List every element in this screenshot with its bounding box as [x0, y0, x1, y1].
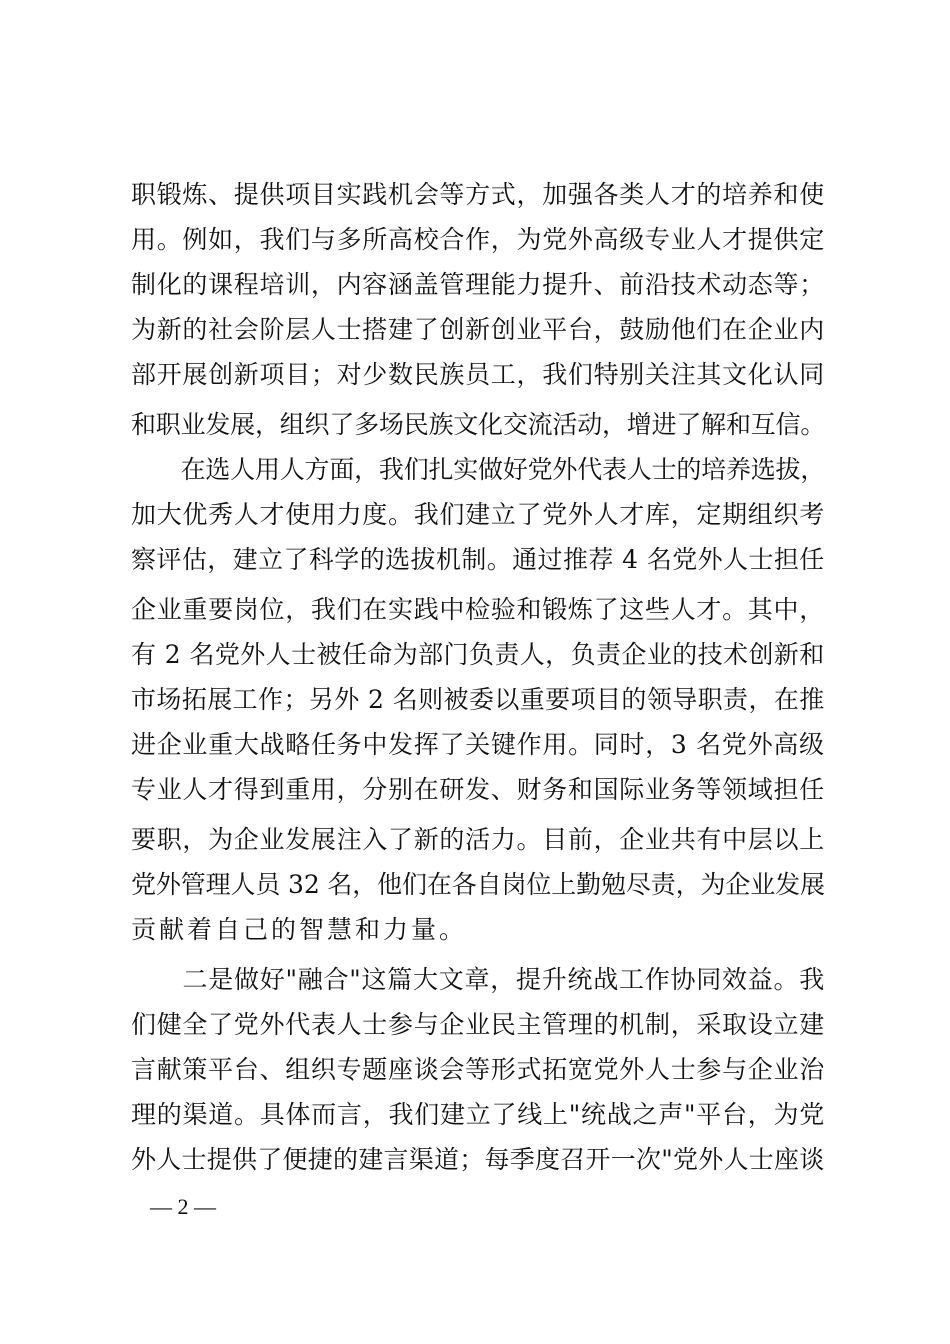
text-line: 们健全了党外代表人士参与企业民主管理的机制，采取设立建	[131, 1010, 825, 1039]
text-line: 用。例如，我们与多所高校合作，为党外高级专业人才提供定	[131, 225, 825, 254]
text-line: 二是做好"融合"这篇大文章，提升统战工作协同效益。我	[131, 965, 826, 994]
text-line: 贡献着自己的智慧和力量。	[131, 915, 468, 944]
text-line: 进企业重大战略任务中发挥了关键作用。同时，3 名党外高级	[131, 730, 825, 759]
text-line: 加大优秀人才使用力度。我们建立了党外人才库，定期组织考	[131, 500, 825, 529]
text-line: 为新的社会阶层人士搭建了创新创业平台，鼓励他们在企业内	[131, 315, 825, 344]
text-line: 企业重要岗位，我们在实践中检验和锻炼了这些人才。其中，	[131, 595, 825, 624]
text-line: 言献策平台、组织专题座谈会等形式拓宽党外人士参与企业治	[131, 1055, 825, 1084]
text-line: 察评估，建立了科学的选拔机制。通过推荐 4 名党外人士担任	[131, 545, 825, 574]
text-line: 部开展创新项目；对少数民族员工，我们特别关注其文化认同	[131, 360, 825, 389]
text-line: 在选人用人方面，我们扎实做好党外代表人士的培养选拔，	[131, 455, 826, 484]
text-line: 党外管理人员 32 名，他们在各自岗位上勤勉尽责，为企业发展	[131, 870, 825, 899]
text-line: 要职，为企业发展注入了新的活力。目前，企业共有中层以上	[131, 825, 825, 854]
text-line: 外人士提供了便捷的建言渠道；每季度召开一次"党外人士座谈	[131, 1145, 825, 1174]
text-line: 职锻炼、提供项目实践机会等方式，加强各类人才的培养和使	[131, 180, 825, 209]
text-line: 有 2 名党外人士被任命为部门负责人，负责企业的技术创新和	[131, 640, 825, 669]
text-line: 专业人才得到重用，分别在研发、财务和国际业务等领域担任	[131, 775, 825, 804]
text-line: 市场拓展工作；另外 2 名则被委以重要项目的领导职责，在推	[131, 685, 825, 714]
text-line: 理的渠道。具体而言，我们建立了线上"统战之声"平台，为党	[131, 1100, 826, 1129]
text-line: 和职业发展，组织了多场民族文化交流活动，增进了解和互信。	[131, 410, 826, 439]
text-line: 制化的课程培训，内容涵盖管理能力提升、前沿技术动态等；	[131, 270, 825, 299]
page-number: — 2 —	[150, 1194, 216, 1219]
